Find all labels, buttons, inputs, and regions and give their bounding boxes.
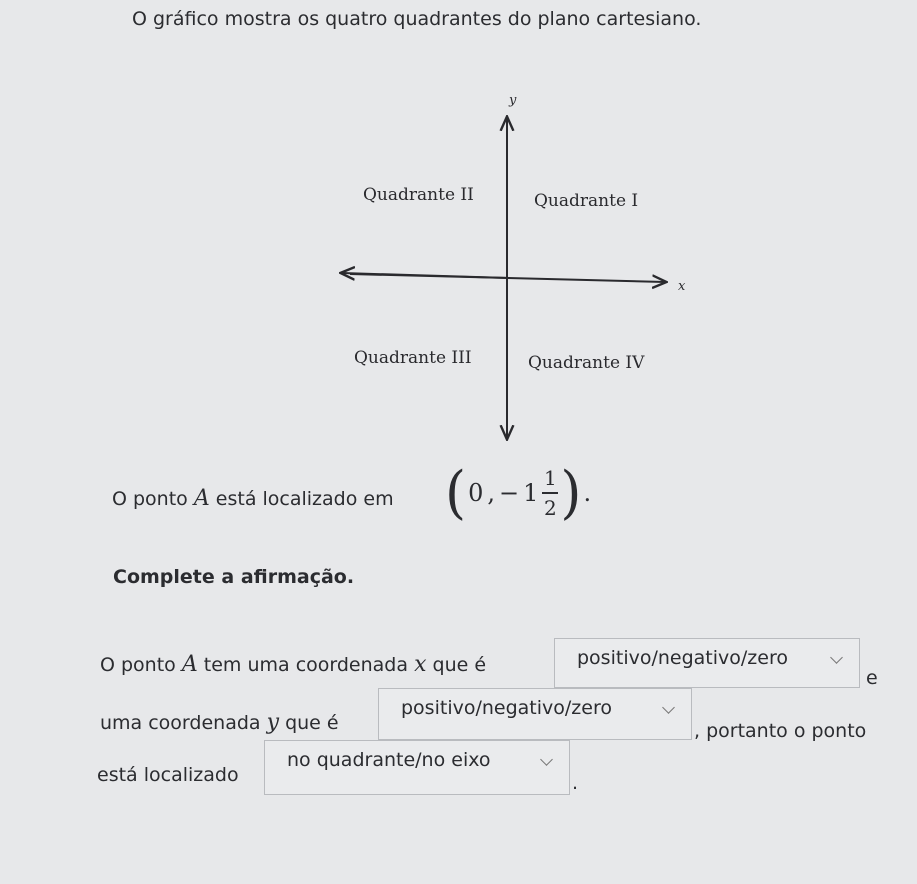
statement-line-2-end: , portanto o ponto — [694, 720, 867, 742]
y-sign-dropdown[interactable] — [378, 688, 692, 740]
point-name: A — [193, 486, 210, 511]
instruction: Complete a afirmação. — [113, 566, 355, 588]
location-dropdown[interactable] — [264, 740, 570, 795]
point-text-before: O ponto — [112, 488, 188, 510]
coord-y-fraction — [542, 466, 558, 520]
fraction-bar — [542, 492, 558, 494]
statement-var-a: A — [181, 652, 198, 677]
statement-line-3: está localizado — [97, 764, 239, 786]
fraction-denominator: 2 — [544, 496, 557, 520]
statement-text: que é — [285, 712, 339, 734]
quadrant-2-label: Quadrante II — [363, 185, 474, 205]
statement-line-1 — [100, 652, 486, 677]
chevron-down-icon — [830, 651, 843, 664]
point-coordinates — [445, 459, 593, 526]
x-sign-dropdown[interactable] — [554, 638, 860, 688]
y-sign-dropdown-value: positivo/negativo/zero — [401, 697, 612, 719]
quadrant-3-label: Quadrante III — [354, 348, 472, 368]
statement-text: tem uma coordenada — [203, 654, 409, 676]
statement-line-2 — [100, 710, 339, 735]
coord-y-sign: − — [499, 479, 520, 507]
statement-conj: e — [866, 667, 878, 689]
coord-x: 0 — [468, 479, 484, 507]
x-axis-left — [342, 273, 510, 278]
coord-period: . — [583, 479, 592, 507]
left-paren: ( — [445, 459, 467, 526]
y-axis-label: y — [509, 93, 517, 108]
statement-period: . — [572, 772, 579, 794]
coord-y-whole: 1 — [523, 479, 539, 507]
coord-comma: , — [487, 479, 495, 507]
point-sentence — [112, 486, 394, 511]
x-axis-label: x — [678, 279, 686, 294]
statement-text: uma coordenada — [100, 712, 261, 734]
statement-text: que é — [432, 654, 487, 676]
location-dropdown-value: no quadrante/no eixo — [287, 749, 491, 771]
chevron-down-icon — [540, 753, 553, 766]
statement-var-x: x — [414, 652, 427, 677]
fraction-numerator: 1 — [544, 466, 557, 490]
x-sign-dropdown-value: positivo/negativo/zero — [577, 647, 788, 669]
quadrant-1-label: Quadrante I — [534, 191, 639, 211]
quadrant-4-label: Quadrante IV — [528, 353, 645, 373]
point-text-after: está localizado em — [215, 488, 394, 510]
chevron-down-icon — [662, 701, 675, 714]
statement-text: O ponto — [100, 654, 176, 676]
intro-text: O gráfico mostra os quatro quadrantes do plano cartesiano. — [132, 8, 702, 30]
right-paren: ) — [560, 459, 582, 526]
cartesian-plane — [330, 80, 690, 450]
statement-var-y: y — [266, 710, 280, 735]
